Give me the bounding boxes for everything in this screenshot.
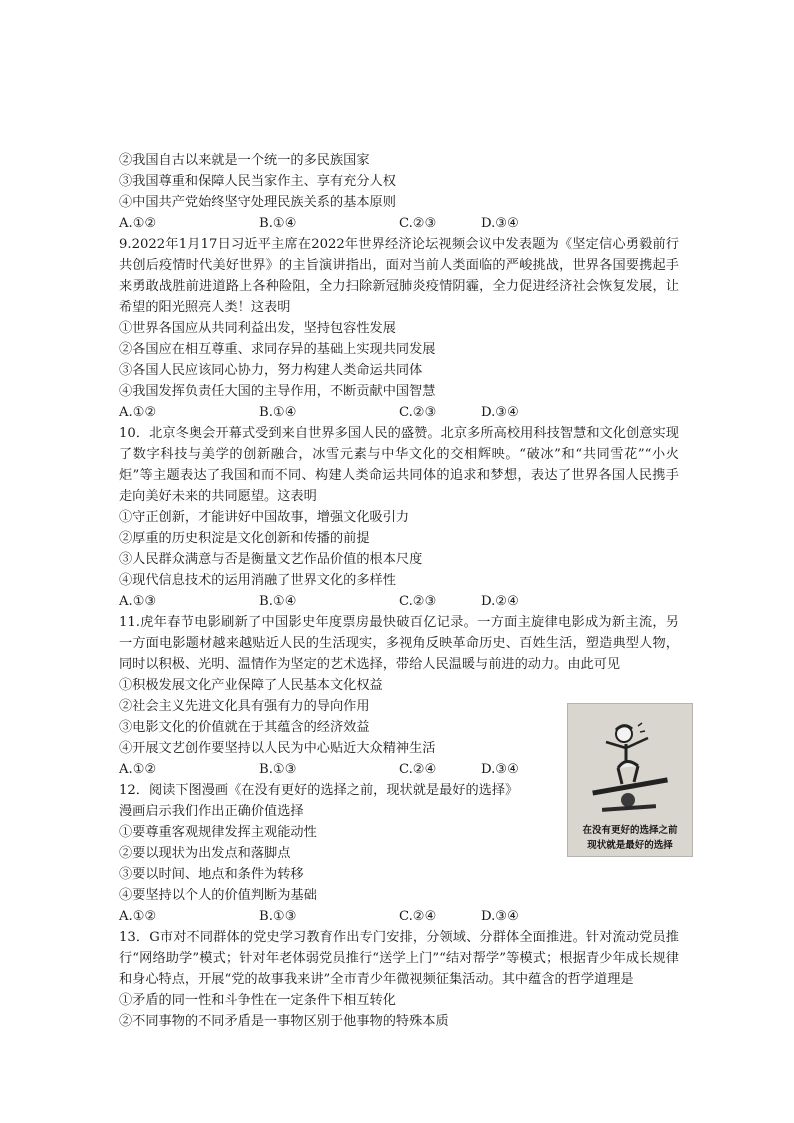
choice-c: C.②④ xyxy=(399,762,437,777)
option-line: ②社会主义先进文化具有强有力的导向作用 xyxy=(119,699,370,714)
choice-c: C.②③ xyxy=(399,594,437,609)
question-12-stem: 12．阅读下图漫画《在没有更好的选择之前，现状就是最好的选择》 xyxy=(119,783,519,798)
question-10-stem: 10．北京冬奥会开幕式受到来自世界多国人民的盛赞。北京多所高校用科技智慧和文化创意实现了数字科技与美学的创新融合，冰雪元素与中华文化的交相辉映。“破冰”和“共同雪花”“小火炬”等主题表达了我国和而不同、构建人类命运共同体的追求和梦想，表达了世界各国人民携手走向美好未来的共同愿望。这表明 xyxy=(119,426,679,504)
choice-b: B.①④ xyxy=(259,594,297,609)
option-line: ③各国人民应该同心协力，努力构建人类命运共同体 xyxy=(119,363,423,378)
option-line: ①矛盾的同一性和斗争性在一定条件下相互转化 xyxy=(119,993,396,1008)
choice-d: D.③④ xyxy=(481,216,519,231)
choice-c: C.②③ xyxy=(399,216,437,231)
option-line: ②不同事物的不同矛盾是一事物区别于他事物的特殊本质 xyxy=(119,1014,449,1029)
option-line: ④中国共产党始终坚守处理民族关系的基本原则 xyxy=(119,195,396,210)
choice-a: A.①② xyxy=(119,216,157,231)
choice-d: D.③④ xyxy=(481,762,519,777)
answer-choices xyxy=(119,213,679,234)
choice-b: B.①④ xyxy=(259,405,297,420)
option-line: ②各国应在相互尊重、求同存异的基础上实现共同发展 xyxy=(119,342,436,357)
option-line: ①积极发展文化产业保障了人民基本文化权益 xyxy=(119,678,383,693)
answer-choices xyxy=(119,591,679,612)
choice-b: B.①④ xyxy=(259,216,297,231)
option-line: ③我国尊重和保障人民当家作主、享有充分人权 xyxy=(119,174,396,189)
option-line: ③电影文化的价值就在于其蕴含的经济效益 xyxy=(119,720,370,735)
option-line: ②要以现状为出发点和落脚点 xyxy=(119,846,291,861)
option-line: ②厚重的历史积淀是文化创新和传播的前提 xyxy=(119,531,370,546)
choice-a: A.①③ xyxy=(119,594,157,609)
option-line: ④我国发挥负责任大国的主导作用，不断贡献中国智慧 xyxy=(119,384,436,399)
answer-choices xyxy=(119,402,679,423)
choice-d: D.③④ xyxy=(481,405,519,420)
choice-a: A.①② xyxy=(119,762,157,777)
exam-page xyxy=(119,150,679,1032)
question-9-stem: 9.2022年1月17日习近平主席在2022年世界经济论坛视频会议中发表题为《坚定信心勇毅前行共创后疫情时代美好世界》的主旨演讲指出，面对当前人类面临的严峻挑战，世界各国要携起手来勇敢战胜前进道路上各种险阻，全力扫除新冠肺炎疫情阴霾，全力促进经济社会恢复发展，让希望的阳光照亮人类！这表明 xyxy=(119,237,679,315)
option-line: ④要坚持以个人的价值判断为基础 xyxy=(119,888,317,903)
option-line: ④开展文艺创作要坚持以人民为中心贴近大众精神生活 xyxy=(119,741,436,756)
option-line: ③要以时间、地点和条件为转移 xyxy=(119,867,304,882)
option-line: ③人民群众满意与否是衡量文艺作品价值的根本尺度 xyxy=(119,552,423,567)
option-line: ②我国自古以来就是一个统一的多民族国家 xyxy=(119,153,370,168)
option-line: ①要尊重客观规律发挥主观能动性 xyxy=(119,825,317,840)
question-11-stem: 11.虎年春节电影刷新了中国影史年度票房最快破百亿记录。一方面主旋律电影成为新主流，另一方面电影题材越来越贴近人民的生活现实，多视角反映革命历史、百姓生活，塑造典型人物，同时以积极、光明、温情作为坚定的艺术选择，带给人民温暖与前进的动力。由此可见 xyxy=(119,615,679,672)
cartoon-image xyxy=(567,703,693,857)
choice-b: B.①③ xyxy=(259,762,297,777)
answer-choices xyxy=(119,906,679,927)
choice-a: A.①② xyxy=(119,405,157,420)
option-line: ①守正创新，才能讲好中国故事，增强文化吸引力 xyxy=(119,510,410,525)
question-13-stem: 13．G市对不同群体的党史学习教育作出专门安排，分领域、分群体全面推进。针对流动党员推行“网络助学”模式；针对年老体弱党员推行“送学上门”“结对帮学”等模式；根据青少年成长规律和身心特点，开展“党的故事我来讲”全市青少年微视频征集活动。其中蕴含的哲学道理是 xyxy=(119,930,679,987)
choice-c: C.②④ xyxy=(399,909,437,924)
option-line: ④现代信息技术的运用消融了世界文化的多样性 xyxy=(119,573,396,588)
cartoon-caption-line2: 现状就是最好的选择 xyxy=(587,840,673,851)
choice-b: B.①③ xyxy=(259,909,297,924)
cartoon-caption-line1: 在没有更好的选择之前 xyxy=(582,825,678,836)
option-line: ①世界各国应从共同利益出发，坚持包容性发展 xyxy=(119,321,396,336)
question-12-stem-cont: 漫画启示我们作出正确价值选择 xyxy=(119,804,304,819)
choice-d: D.③④ xyxy=(481,909,519,924)
choice-d: D.②④ xyxy=(481,594,519,609)
choice-c: C.②③ xyxy=(399,405,437,420)
choice-a: A.①② xyxy=(119,909,157,924)
